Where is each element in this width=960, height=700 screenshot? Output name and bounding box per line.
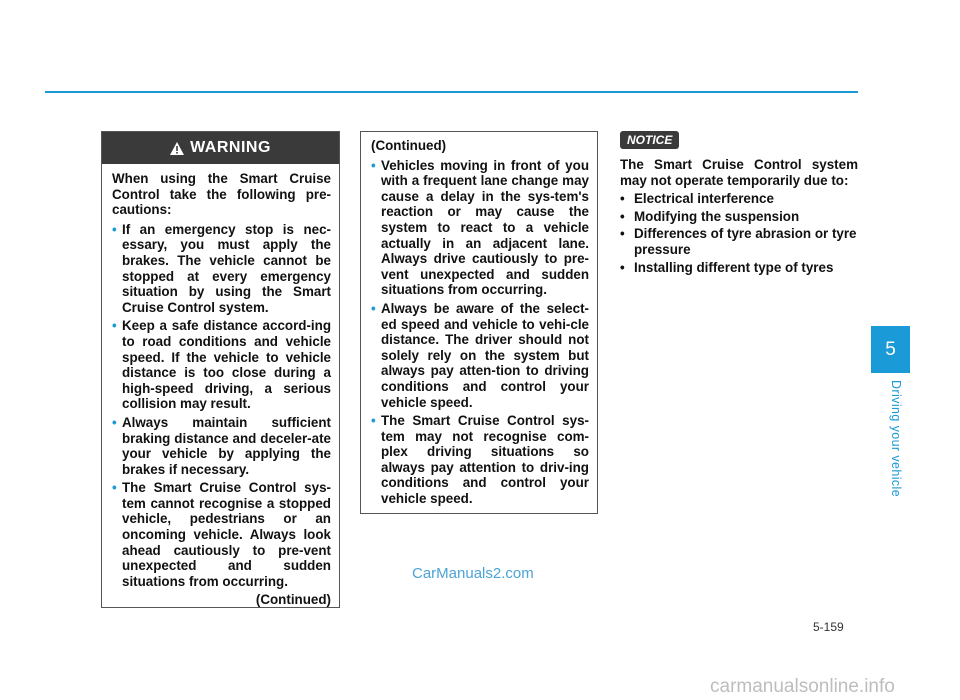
list-item: • Keep a safe distance accord-ing to road conditions and vehicle speed. If the vehicle to vehicle distance is too close during a high-speed driving, a serious collision may result. xyxy=(112,318,331,412)
list-item: • Installing different type of tyres xyxy=(620,260,858,276)
list-item: • If an emergency stop is nec-essary, you must apply the brakes. The vehicle cannot be stopped at every emergency situation by using the Smart Cruise Control system. xyxy=(112,222,331,316)
list-item: • The Smart Cruise Control sys-tem may not recognise com-plex driving situations so always pay attention to driv-ing conditions and control your vehicle speed. xyxy=(371,413,589,507)
warning-body xyxy=(102,164,339,608)
continued-body xyxy=(361,132,597,507)
notice-tag: NOTICE xyxy=(620,131,679,149)
warning-intro: When using the Smart Cruise Control take the following pre-cautions: xyxy=(112,171,331,218)
warning-triangle-icon xyxy=(170,142,184,155)
chapter-tab[interactable] xyxy=(871,326,910,373)
notice-intro: The Smart Cruise Control system may not operate temporarily due to: xyxy=(620,157,858,188)
watermark-carmanuals[interactable]: CarManuals2.com xyxy=(412,565,534,582)
list-item: • Vehicles moving in front of you with a frequent lane change may cause a delay in the sys-tem's reaction or may cause the system to react to a vehicle actually in an adjacent lane. Always drive cautiously to pre-vent unexpected and sudden situations from occurring. xyxy=(371,158,589,298)
list-item: • Electrical interference xyxy=(620,191,858,207)
warning-box xyxy=(101,131,340,608)
page-number: 5-159 xyxy=(813,620,844,634)
continued-list xyxy=(371,158,589,507)
list-item: • Always be aware of the select-ed speed and vehicle to vehi-cle distance. The driver should not solely rely on the system but always pay atten-tion to driving conditions and control your vehicle speed. xyxy=(371,301,589,410)
notice-section xyxy=(620,131,858,277)
chapter-number: 5 xyxy=(885,338,896,360)
notice-body xyxy=(620,157,858,275)
list-item: • Modifying the suspension xyxy=(620,209,858,225)
list-item: • The Smart Cruise Control sys-tem cannot recognise a stopped vehicle, pedestrians or an oncoming vehicle. Always look ahead cautiously to pre-vent unexpected and sudden situations from occurring. xyxy=(112,480,331,589)
chapter-label: Driving your vehicle xyxy=(889,380,903,498)
list-item: • Differences of tyre abrasion or tyre pressure xyxy=(620,226,858,257)
top-rule xyxy=(45,91,858,93)
warning-list xyxy=(112,222,331,590)
notice-list xyxy=(620,191,858,275)
warning-continued-box xyxy=(360,131,598,514)
continued-heading: (Continued) xyxy=(371,138,447,153)
warning-header xyxy=(102,132,339,164)
list-item: • Always maintain sufficient braking distance and deceler-ate your vehicle by applying the brakes if necessary. xyxy=(112,415,331,477)
warning-title: WARNING xyxy=(190,139,271,156)
watermark-site: carmanualsonline.info xyxy=(710,676,895,697)
continued-label: (Continued) xyxy=(255,592,331,608)
